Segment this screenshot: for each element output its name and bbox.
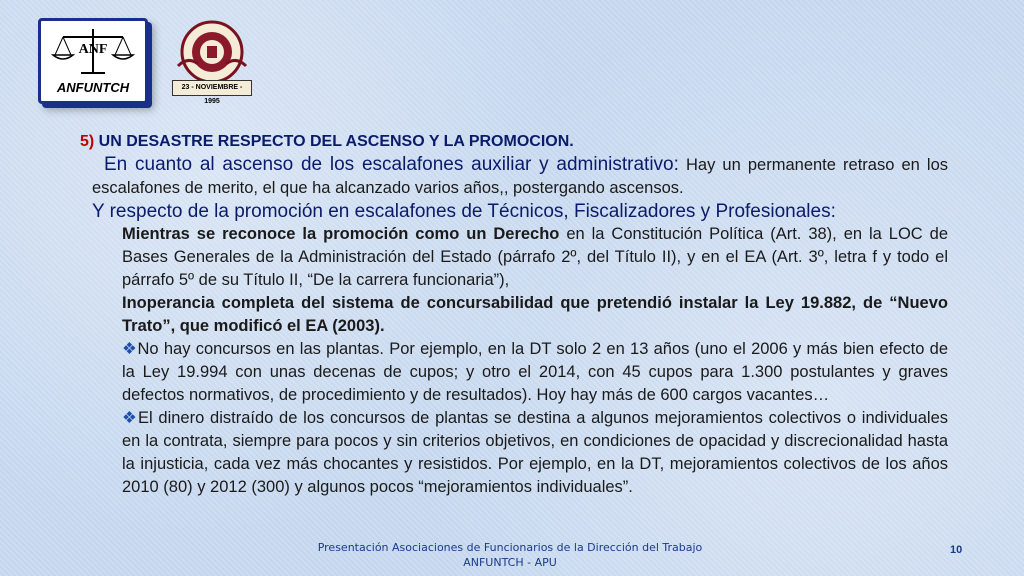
inoperancia-item — [122, 292, 948, 338]
bullet-item-concursos — [122, 338, 948, 407]
logo-text: ANFUNTCH — [56, 80, 130, 95]
diamond-bullet-icon: ❖ — [122, 409, 138, 427]
slide-footer — [290, 540, 730, 570]
scales-icon — [41, 21, 145, 81]
promocion-paragraph: Y respecto de la promoción en escalafones de Técnicos, Fiscalizadores y Profesionales: — [92, 201, 836, 222]
derecho-bold: Mientras se reconoce la promoción como un Derecho — [122, 225, 560, 243]
bullet-item-dinero — [122, 407, 948, 499]
heading-number: 5) — [80, 133, 95, 150]
heading-text: UN DESASTRE RESPECTO DEL ASCENSO Y LA PROMOCION. — [94, 133, 574, 150]
slide-content — [80, 131, 949, 499]
seal-icon — [168, 16, 256, 86]
footer-line-1: Presentación Asociaciones de Funcionarios de la Dirección del Trabajo — [317, 541, 703, 554]
page-number: 10 — [950, 544, 963, 556]
diamond-bullet-icon: ❖ — [122, 340, 138, 358]
bullet-text: El dinero distraído de los concursos de plantas se destina a algunos mejoramientos colectivos o individuales en la contrata, siempre para pocos y sin criterios objetivos, en condiciones de opacidad y discrecionalidad hasta la injusticia, cada vez más chocantes y resistidos. Por ejemplo, en la DT, mejoramientos colectivos de los años 2010 (80) y 2012 (300) y algunos pocos “mejoramientos individuales”. — [122, 409, 948, 496]
logo-mark: ANF — [78, 42, 108, 57]
inoperancia-bold: Inoperancia completa del sistema de concursabilidad que pretendió instalar la Ley 19.882, de “Nuevo Trato”, que modificó el EA (2003). — [122, 294, 948, 335]
derecho-item — [122, 223, 948, 292]
ascenso-paragraph — [92, 153, 948, 200]
anfuntch-logo — [38, 18, 148, 104]
bullet-text: No hay concursos en las plantas. Por ejemplo, en la DT solo 2 en 13 años (uno el 2006 y más bien efecto de la Ley 19.994 con unas decenas de cupos; y otro el 2014, con 45 cupos para 1.300 postulantes y graves defectos normativos, de procedimiento y de resultados). Hoy hay más de 600 cargos vacantes… — [122, 340, 948, 404]
ascenso-lead: En cuanto al ascenso de los escalafones auxiliar y administrativo: — [104, 154, 679, 175]
derecho-text: en la Constitución Política (Art. 38), en la LOC de Bases Generales de la Administración del Estado (párrafo 2º, del Título II), y en el EA (Art. 3º, letra f y todo el párrafo 5º de su Título II, “De la carrera funcionaria”), — [122, 225, 949, 289]
ascenso-text: Hay un permanente retraso en los escalafones de merito, el que ha alcanzado varios años,, postergando ascensos. — [92, 156, 948, 197]
footer-line-2: ANFUNTCH - APU — [463, 556, 557, 569]
section-heading — [80, 131, 948, 153]
association-seal-logo — [168, 16, 256, 105]
seal-date: 23 - NOVIEMBRE - 1995 — [172, 80, 252, 96]
